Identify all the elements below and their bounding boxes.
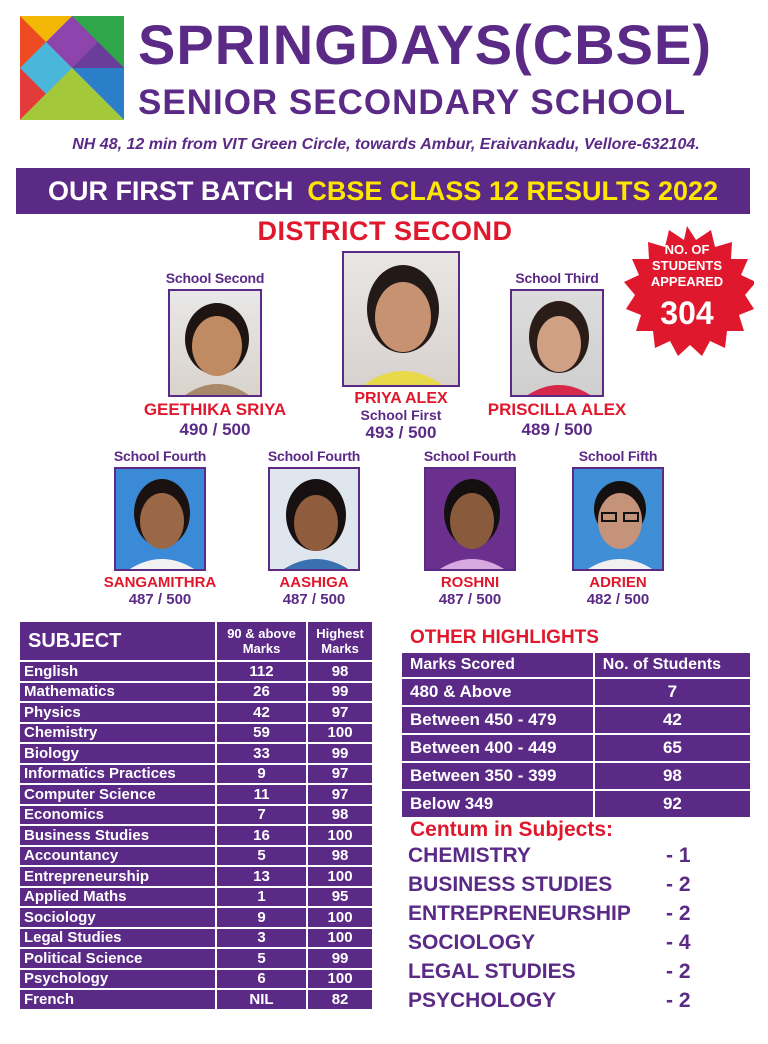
school-logo bbox=[20, 16, 124, 120]
highest-mark: 100 bbox=[307, 723, 373, 744]
table-row bbox=[19, 948, 373, 969]
marks-range: Below 349 bbox=[401, 790, 594, 818]
student-count: 7 bbox=[594, 678, 751, 706]
topper-card bbox=[252, 448, 376, 608]
table-row bbox=[401, 678, 751, 706]
marks-range: Between 350 - 399 bbox=[401, 762, 594, 790]
highest-mark: 98 bbox=[307, 805, 373, 826]
student-photo bbox=[114, 467, 206, 571]
subject-name: Business Studies bbox=[19, 825, 216, 846]
count-90-above: 1 bbox=[216, 887, 307, 908]
centum-item bbox=[408, 873, 708, 897]
count-90-above: 16 bbox=[216, 825, 307, 846]
subject-name: Sociology bbox=[19, 907, 216, 928]
badge-line2: STUDENTS bbox=[651, 258, 723, 273]
student-count: 65 bbox=[594, 734, 751, 762]
school-name-line2: SENIOR SECONDARY SCHOOL bbox=[138, 83, 687, 122]
column-header: No. of Students bbox=[594, 652, 751, 678]
table-row bbox=[19, 702, 373, 723]
centum-subject: LEGAL STUDIES bbox=[408, 960, 576, 983]
topper-name: ADRIEN bbox=[589, 574, 647, 591]
centum-subject: CHEMISTRY bbox=[408, 844, 531, 867]
other-highlights-title: OTHER HIGHLIGHTS bbox=[410, 627, 599, 648]
subject-name: Psychology bbox=[19, 969, 216, 990]
table-row bbox=[401, 734, 751, 762]
count-90-above: 6 bbox=[216, 969, 307, 990]
subject-name: English bbox=[19, 661, 216, 682]
count-90-above: 13 bbox=[216, 866, 307, 887]
highest-mark: 97 bbox=[307, 702, 373, 723]
marks-range: Between 400 - 449 bbox=[401, 734, 594, 762]
count-90-above: 9 bbox=[216, 764, 307, 785]
highest-mark: 100 bbox=[307, 907, 373, 928]
topper-card bbox=[94, 448, 226, 608]
topper-score: 487 / 500 bbox=[438, 591, 502, 608]
subject-name: French bbox=[19, 989, 216, 1010]
topper-card bbox=[140, 270, 290, 440]
highest-mark: 97 bbox=[307, 764, 373, 785]
subject-name: Physics bbox=[19, 702, 216, 723]
table-row bbox=[19, 825, 373, 846]
topper-score: 487 / 500 bbox=[282, 591, 346, 608]
topper-score: 487 / 500 bbox=[128, 591, 192, 608]
topper-rank: School First bbox=[360, 407, 442, 423]
table-row bbox=[19, 784, 373, 805]
topper-rank: School Second bbox=[165, 270, 265, 286]
topper-name: ROSHNI bbox=[440, 574, 500, 591]
count-90-above: 26 bbox=[216, 682, 307, 703]
badge-count: 304 bbox=[660, 295, 714, 331]
student-photo bbox=[268, 467, 360, 571]
table-row bbox=[19, 989, 373, 1010]
subject-name: Biology bbox=[19, 743, 216, 764]
topper-name: AASHIGA bbox=[279, 574, 349, 591]
highest-mark: 97 bbox=[307, 784, 373, 805]
results-banner bbox=[16, 168, 750, 214]
topper-score: 489 / 500 bbox=[521, 420, 593, 439]
centum-item bbox=[408, 960, 708, 984]
table-row bbox=[401, 762, 751, 790]
highest-mark: 95 bbox=[307, 887, 373, 908]
highest-mark: 98 bbox=[307, 846, 373, 867]
student-photo bbox=[168, 289, 262, 397]
table-row bbox=[19, 969, 373, 990]
centum-count: - 4 bbox=[666, 931, 691, 954]
count-90-above: 42 bbox=[216, 702, 307, 723]
table-row bbox=[19, 743, 373, 764]
marks-range: Between 450 - 479 bbox=[401, 706, 594, 734]
topper-card bbox=[330, 248, 472, 443]
centum-subject: ENTREPRENEURSHIP bbox=[408, 902, 631, 925]
highest-mark: 100 bbox=[307, 969, 373, 990]
topper-rank: School Third bbox=[515, 270, 599, 286]
highest-mark: 100 bbox=[307, 866, 373, 887]
table-row bbox=[19, 661, 373, 682]
banner-results-title: CBSE CLASS 12 RESULTS 2022 bbox=[307, 175, 719, 206]
table-row bbox=[401, 790, 751, 818]
subject-name: Chemistry bbox=[19, 723, 216, 744]
count-90-above: 33 bbox=[216, 743, 307, 764]
centum-count: - 2 bbox=[666, 989, 691, 1012]
badge-line1: NO. OF bbox=[664, 242, 710, 257]
highest-mark: 99 bbox=[307, 682, 373, 703]
subject-name: Economics bbox=[19, 805, 216, 826]
topper-score: 493 / 500 bbox=[365, 423, 437, 442]
highest-mark: 100 bbox=[307, 928, 373, 949]
highest-mark: 98 bbox=[307, 661, 373, 682]
table-row bbox=[19, 682, 373, 703]
topper-name: PRIYA ALEX bbox=[354, 390, 448, 407]
column-header: SUBJECT bbox=[19, 621, 216, 661]
topper-rank: School Fifth bbox=[578, 448, 658, 464]
topper-card bbox=[408, 448, 532, 608]
student-photo bbox=[510, 289, 604, 397]
subject-name: Mathematics bbox=[19, 682, 216, 703]
centum-subject: BUSINESS STUDIES bbox=[408, 873, 613, 896]
centum-item bbox=[408, 844, 708, 868]
student-photo bbox=[342, 251, 460, 387]
table-row bbox=[19, 907, 373, 928]
count-90-above: 7 bbox=[216, 805, 307, 826]
student-photo bbox=[424, 467, 516, 571]
students-appeared-badge bbox=[620, 224, 754, 358]
topper-card bbox=[556, 448, 680, 608]
student-count: 42 bbox=[594, 706, 751, 734]
topper-name: SANGAMITHRA bbox=[103, 574, 217, 591]
count-90-above: 5 bbox=[216, 948, 307, 969]
centum-item bbox=[408, 989, 708, 1013]
table-row bbox=[19, 846, 373, 867]
highest-mark: 100 bbox=[307, 825, 373, 846]
highest-mark: 99 bbox=[307, 948, 373, 969]
subject-results-table bbox=[18, 620, 374, 1011]
count-90-above: 112 bbox=[216, 661, 307, 682]
topper-score: 482 / 500 bbox=[586, 591, 650, 608]
table-row bbox=[19, 866, 373, 887]
centum-item bbox=[408, 902, 708, 926]
column-header: 90 & above Marks bbox=[216, 621, 307, 661]
count-90-above: 9 bbox=[216, 907, 307, 928]
count-90-above: 59 bbox=[216, 723, 307, 744]
centum-count: - 2 bbox=[666, 902, 691, 925]
centum-subject: PSYCHOLOGY bbox=[408, 989, 557, 1012]
student-count: 92 bbox=[594, 790, 751, 818]
subject-name: Applied Maths bbox=[19, 887, 216, 908]
marks-range: 480 & Above bbox=[401, 678, 594, 706]
subject-name: Accountancy bbox=[19, 846, 216, 867]
centum-title: Centum in Subjects: bbox=[410, 818, 614, 841]
topper-card bbox=[484, 270, 630, 440]
subject-name: Informatics Practices bbox=[19, 764, 216, 785]
centum-item bbox=[408, 931, 708, 955]
subject-name: Computer Science bbox=[19, 784, 216, 805]
centum-count: - 1 bbox=[666, 844, 691, 867]
badge-line3: APPEARED bbox=[650, 274, 724, 289]
count-90-above: 11 bbox=[216, 784, 307, 805]
student-photo bbox=[572, 467, 664, 571]
table-row bbox=[19, 805, 373, 826]
topper-score: 490 / 500 bbox=[179, 420, 251, 439]
column-header: Highest Marks bbox=[307, 621, 373, 661]
school-address: NH 48, 12 min from VIT Green Circle, towards Ambur, Eraivankadu, Vellore-632104. bbox=[72, 136, 700, 153]
topper-rank: School Fourth bbox=[113, 448, 207, 464]
count-90-above: 5 bbox=[216, 846, 307, 867]
centum-count: - 2 bbox=[666, 960, 691, 983]
table-row bbox=[19, 887, 373, 908]
banner-first-batch: OUR FIRST BATCH bbox=[47, 175, 294, 206]
highest-mark: 99 bbox=[307, 743, 373, 764]
count-90-above: 3 bbox=[216, 928, 307, 949]
topper-rank: School Fourth bbox=[423, 448, 517, 464]
highest-mark: 82 bbox=[307, 989, 373, 1010]
table-row bbox=[19, 723, 373, 744]
table-row bbox=[401, 706, 751, 734]
column-header: Marks Scored bbox=[401, 652, 594, 678]
table-row bbox=[19, 764, 373, 785]
student-count: 98 bbox=[594, 762, 751, 790]
topper-name: PRISCILLA ALEX bbox=[487, 400, 627, 419]
marks-distribution-table bbox=[400, 651, 752, 819]
centum-subject: SOCIOLOGY bbox=[408, 931, 536, 954]
subject-name: Entrepreneurship bbox=[19, 866, 216, 887]
topper-rank: School Fourth bbox=[267, 448, 361, 464]
count-90-above: NIL bbox=[216, 989, 307, 1010]
subject-name: Political Science bbox=[19, 948, 216, 969]
district-rank-heading: DISTRICT SECOND bbox=[257, 216, 513, 246]
subject-name: Legal Studies bbox=[19, 928, 216, 949]
centum-count: - 2 bbox=[666, 873, 691, 896]
topper-name: GEETHIKA SRIYA bbox=[143, 400, 287, 419]
table-row bbox=[19, 928, 373, 949]
school-name-line1: SPRINGDAYS(CBSE) bbox=[138, 13, 713, 76]
